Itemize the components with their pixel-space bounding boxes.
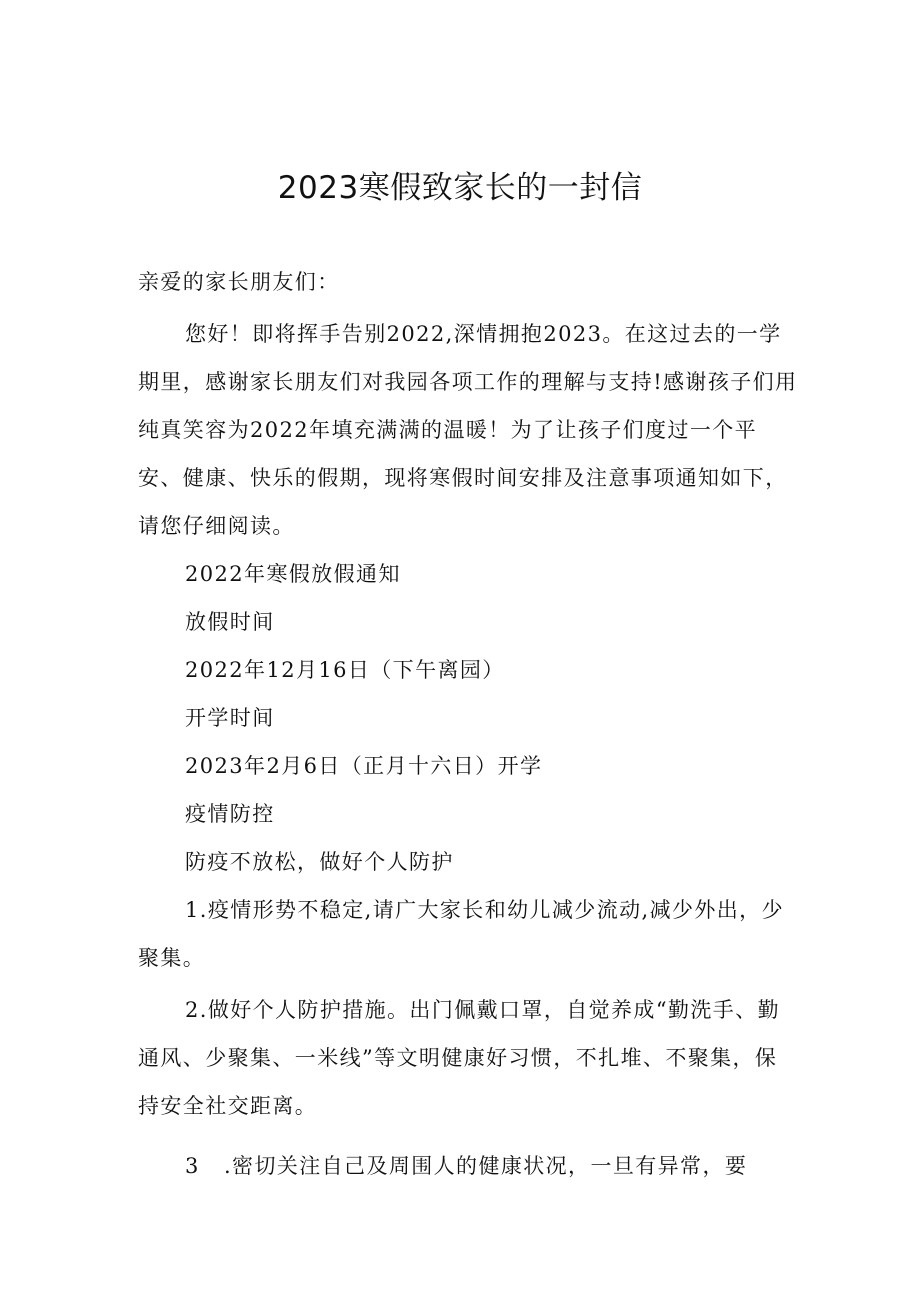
intro-paragraph: 您好！即将挥手告别2022,深情拥抱2023。在这过去的一学期里，感谢家长朋友们对我园各项工作的理解与支持!感谢孩子们用纯真笑容为2022年填充满满的温暖！为了让孩子们度过一个平安、健康、快乐的假期，现将寒假时间安排及注意事项通知如下，请您仔细阅读。 (138, 322, 798, 538)
letter-body (138, 258, 798, 1190)
epidemic-subheading: 防疫不放松，做好个人防护 (185, 850, 454, 874)
school-start-date: 2023年2月6日（正月十六日）开学 (185, 754, 543, 778)
document-title: 2023寒假致家长的一封信 (277, 170, 643, 206)
school-start-label: 开学时间 (185, 706, 275, 730)
list-item: 1.疫情形势不稳定,请广大家长和幼儿减少流动,减少外出，少聚集。 (138, 898, 784, 970)
holiday-date: 2022年12月16日（下午离园） (185, 658, 505, 682)
epidemic-heading: 疫情防控 (185, 802, 275, 826)
greeting: 亲爱的家长朋友们： (138, 270, 340, 294)
notice-heading: 2022年寒假放假通知 (185, 562, 401, 586)
holiday-label: 放假时间 (185, 610, 275, 634)
list-item: 3 .密切关注自己及周围人的健康状况，一旦有异常，要 (185, 1154, 748, 1178)
list-item: 2.做好个人防护措施。出门佩戴口罩，自觉养成“勤洗手、勤通风、少聚集、一米线”等文明健康好习惯，不扎堆、不聚集，保持安全社交距离。 (138, 998, 780, 1118)
